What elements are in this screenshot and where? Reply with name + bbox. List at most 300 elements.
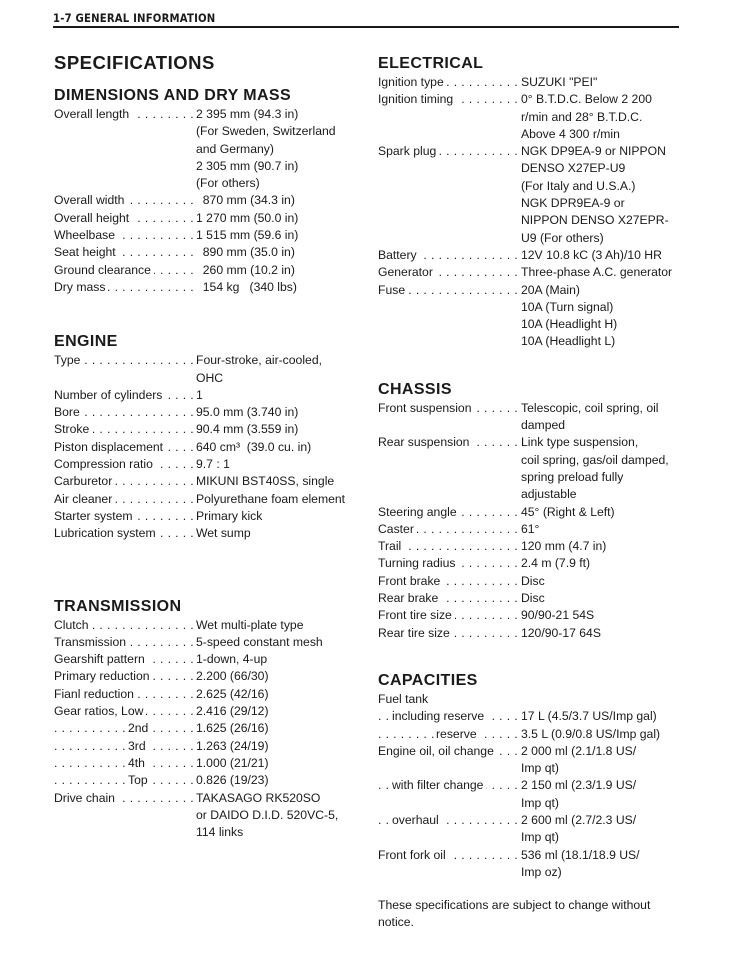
spec-label — [378, 847, 521, 864]
spec-value: 2 305 mm (90.7 in) — [196, 158, 299, 173]
spec-label — [54, 244, 196, 261]
spec-row — [54, 491, 369, 508]
spec-label — [54, 525, 196, 542]
spec-row — [54, 686, 369, 703]
spec-label-text: Lubrication system — [54, 526, 159, 540]
spec-label-text: Fuel tank — [378, 692, 431, 706]
section-title: 1-7 GENERAL INFORMATION — [53, 11, 216, 25]
spec-label — [54, 686, 196, 703]
spec-row — [378, 230, 698, 247]
spec-label — [378, 282, 521, 299]
spec-value: (For others) — [196, 176, 260, 191]
spec-label-text: Overall width — [54, 193, 127, 207]
spec-row — [54, 634, 369, 651]
spec-label — [378, 486, 521, 503]
spec-label — [54, 703, 196, 720]
spec-row — [378, 573, 698, 590]
spec-label — [54, 491, 196, 508]
spec-value: Imp oz) — [521, 864, 562, 879]
spec-label-text — [54, 124, 57, 138]
spec-label-text: Rear tire size — [378, 626, 453, 640]
spec-value: 2.416 (29/12) — [196, 704, 269, 719]
spec-value: Polyurethane foam element — [196, 491, 346, 506]
spec-label — [378, 812, 521, 829]
spec-label-text: Caster — [378, 522, 417, 536]
spec-value: Telescopic, coil spring, oil — [521, 400, 659, 415]
transmission-table — [54, 617, 369, 842]
spec-row — [54, 244, 369, 261]
spec-label — [378, 726, 521, 743]
spec-row — [54, 772, 369, 789]
spec-value: adjustable — [521, 487, 577, 502]
spec-row — [378, 178, 698, 195]
spec-value: 2.4 m (7.9 ft) — [521, 556, 591, 571]
spec-label — [54, 473, 196, 490]
spec-label — [54, 123, 196, 140]
spec-value: (For Sweden, Switzerland — [196, 124, 336, 139]
spec-label-text: Gearshift pattern — [54, 652, 148, 666]
spec-label-text — [378, 470, 381, 484]
spec-row — [378, 160, 698, 177]
spec-label-text: Transmission — [54, 635, 129, 649]
spec-value: 2 150 ml (2.3/1.9 US/ — [521, 778, 637, 793]
spec-row — [378, 504, 698, 521]
spec-value: 12V 10.8 kC (3 Ah)/10 HR — [521, 247, 662, 262]
spec-label-text — [54, 825, 57, 839]
spec-value: 45° (Right & Left) — [521, 504, 615, 519]
spec-label-text — [378, 334, 381, 348]
spec-label-text — [378, 179, 381, 193]
spec-value: OHC — [196, 370, 224, 385]
spec-value: Disc — [521, 591, 545, 606]
spec-label — [54, 668, 196, 685]
spec-value: Primary kick — [196, 508, 263, 523]
spec-row — [54, 421, 369, 438]
spec-label-text — [54, 142, 57, 156]
spec-value: 120 mm (4.7 in) — [521, 539, 607, 554]
spec-label — [378, 795, 521, 812]
spec-label — [378, 555, 521, 572]
spec-row — [378, 109, 698, 126]
spec-row — [54, 807, 369, 824]
spec-label-text — [378, 196, 381, 210]
spec-value: 20A (Main) — [521, 282, 580, 297]
spec-label — [54, 175, 196, 192]
spec-label — [378, 247, 521, 264]
spec-value: or DAIDO D.I.D. 520VC-5, — [196, 807, 339, 822]
spec-value: Disc — [521, 573, 545, 588]
spec-value: coil spring, gas/oil damped, — [521, 452, 669, 467]
spec-value: Link type suspension, — [521, 435, 639, 450]
spec-label — [378, 91, 521, 108]
spec-value: Three-phase A.C. generator — [521, 265, 673, 280]
spec-label-text — [378, 161, 381, 175]
spec-label — [54, 755, 196, 772]
engine-heading: ENGINE — [54, 333, 118, 351]
spec-row — [54, 473, 369, 490]
spec-label — [54, 192, 196, 209]
spec-value: NGK DPR9EA-9 or — [521, 196, 625, 211]
spec-label-text: Compression ratio — [54, 457, 156, 471]
spec-label-text: Fuse — [378, 283, 408, 297]
spec-value: 890 mm (35.0 in) — [196, 245, 295, 260]
spec-value: 2 395 mm (94.3 in) — [196, 107, 299, 121]
spec-label — [378, 573, 521, 590]
spec-row — [378, 864, 698, 881]
spec-value: 10A (Headlight H) — [521, 317, 618, 332]
spec-row — [54, 824, 369, 841]
spec-label — [54, 421, 196, 438]
spec-label — [378, 299, 521, 316]
spec-label-text: Steering angle — [378, 505, 460, 519]
spec-label — [378, 864, 521, 881]
capacities-heading: CAPACITIES — [378, 671, 478, 689]
spec-row — [54, 668, 369, 685]
spec-row — [378, 195, 698, 212]
spec-label-text: Bore — [54, 405, 83, 419]
spec-row — [54, 508, 369, 525]
spec-value: 10A (Turn signal) — [521, 299, 614, 314]
spec-label-text: Generator — [378, 265, 436, 279]
spec-label — [378, 691, 521, 708]
spec-label — [378, 829, 521, 846]
spec-label-text — [54, 808, 57, 822]
spec-row — [378, 760, 698, 777]
spec-label-text: Primary reduction — [54, 669, 153, 683]
spec-label — [378, 777, 521, 794]
spec-value: 2 000 ml (2.1/1.8 US/ — [521, 743, 637, 758]
spec-row — [378, 625, 698, 642]
spec-label-text: Air cleaner — [54, 492, 115, 506]
dimensions-heading: DIMENSIONS AND DRY MASS — [54, 87, 292, 104]
spec-label-text: Front suspension — [378, 401, 475, 415]
spec-row — [378, 299, 698, 316]
spec-label-text: Ignition timing — [378, 92, 456, 106]
spec-label-text — [378, 418, 381, 432]
spec-label — [54, 210, 196, 227]
spec-label — [54, 387, 196, 404]
spec-value: 17 L (4.5/3.7 US/Imp gal) — [521, 709, 657, 724]
spec-row — [378, 417, 698, 434]
spec-label-text: including reserve — [392, 709, 487, 723]
spec-row — [378, 452, 698, 469]
spec-label-text: Carburetor — [54, 474, 115, 488]
spec-label — [54, 824, 196, 841]
spec-label — [378, 538, 521, 555]
spec-row — [378, 538, 698, 555]
spec-label — [378, 74, 521, 91]
spec-label-text — [378, 300, 381, 314]
spec-label-text: 2nd — [128, 721, 151, 735]
spec-label-text: Gear ratios, Low — [54, 704, 146, 718]
spec-value: DENSO X27EP-U9 — [521, 161, 626, 176]
spec-label — [378, 126, 521, 143]
engine-table — [54, 352, 369, 542]
spec-label — [54, 262, 196, 279]
right-column — [378, 54, 698, 932]
spec-label-text: Piston displacement — [54, 440, 166, 454]
spec-value: 1 515 mm (59.6 in) — [196, 228, 299, 243]
spec-label-text: Type — [54, 353, 83, 367]
chassis-table — [378, 400, 698, 642]
spec-label — [378, 109, 521, 126]
spec-value: 1.000 (21/21) — [196, 755, 269, 770]
spec-label-text: 3rd — [128, 739, 149, 753]
spec-label — [54, 279, 196, 296]
spec-label — [54, 807, 196, 824]
spec-row — [54, 158, 369, 175]
spec-label — [54, 439, 196, 456]
spec-value: 536 ml (18.1/18.9 US/ — [521, 847, 640, 862]
spec-row — [378, 400, 698, 417]
spec-row — [54, 262, 369, 279]
spec-label-text: Front tire size — [378, 608, 455, 622]
dimensions-table — [54, 106, 369, 296]
spec-row — [378, 795, 698, 812]
spec-label-text — [378, 213, 381, 227]
spec-row — [378, 316, 698, 333]
spec-row — [378, 691, 698, 708]
spec-label — [378, 504, 521, 521]
spec-row — [54, 439, 369, 456]
spec-label — [54, 158, 196, 175]
spec-row — [378, 812, 698, 829]
spec-label — [378, 452, 521, 469]
spec-row — [378, 607, 698, 624]
spec-label-text: with filter change — [392, 778, 486, 792]
spec-label — [54, 456, 196, 473]
spec-value — [521, 691, 698, 708]
spec-label — [54, 790, 196, 807]
spec-row — [54, 456, 369, 473]
spec-value: 90/90-21 54S — [521, 608, 595, 623]
spec-label — [378, 434, 521, 451]
spec-label — [378, 264, 521, 281]
spec-row — [54, 227, 369, 244]
spec-value: 1.263 (24/19) — [196, 738, 269, 753]
spec-label — [378, 400, 521, 417]
spec-label — [54, 404, 196, 421]
spec-label-text — [378, 127, 381, 141]
spec-label-text — [378, 317, 381, 331]
spec-label-text: Overall height — [54, 211, 132, 225]
spec-row — [378, 743, 698, 760]
spec-label — [54, 772, 196, 789]
chassis-heading: CHASSIS — [378, 380, 452, 398]
spec-row — [54, 703, 369, 720]
spec-label — [378, 417, 521, 434]
spec-row — [54, 755, 369, 772]
spec-row — [54, 720, 369, 737]
spec-label-text: Rear brake — [378, 591, 441, 605]
spec-label-text: Starter system — [54, 509, 136, 523]
spec-label-text: Clutch — [54, 618, 92, 632]
left-column — [54, 52, 369, 841]
spec-value: MIKUNI BST40SS, single — [196, 474, 335, 489]
spec-label-text — [378, 231, 381, 245]
spec-label-text: Turning radius — [378, 556, 458, 570]
spec-label-text — [378, 453, 381, 467]
spec-label — [378, 469, 521, 486]
spec-row — [54, 387, 369, 404]
spec-value: 0° B.T.D.C. Below 2 200 — [521, 92, 652, 107]
spec-value: 2 600 ml (2.7/2.3 US/ — [521, 812, 637, 827]
spec-value: 2.200 (66/30) — [196, 669, 269, 684]
spec-value: NGK DP9EA-9 or NIPPON — [521, 144, 666, 159]
spec-value: 1.625 (26/16) — [196, 721, 269, 736]
spec-label — [378, 178, 521, 195]
spec-label — [378, 607, 521, 624]
spec-label-text: Front fork oil — [378, 848, 449, 862]
spec-value: NIPPON DENSO X27EPR- — [521, 213, 669, 228]
spec-row — [378, 708, 698, 725]
spec-label-text — [378, 110, 381, 124]
spec-row — [378, 847, 698, 864]
spec-row — [378, 264, 698, 281]
spec-label — [54, 720, 196, 737]
spec-label — [378, 521, 521, 538]
spec-row — [378, 126, 698, 143]
capacities-table — [378, 691, 698, 881]
spec-value: TAKASAGO RK520SO — [196, 790, 321, 805]
spec-row — [378, 590, 698, 607]
spec-value: Wet sump — [196, 526, 251, 541]
spec-label — [54, 106, 196, 123]
spec-value: 61° — [521, 521, 540, 536]
spec-value: 870 mm (34.3 in) — [196, 193, 295, 208]
spec-value: Wet multi-plate type — [196, 617, 304, 632]
spec-label-text: Ignition type — [378, 75, 447, 89]
spec-value: Four-stroke, air-cooled, — [196, 353, 322, 368]
spec-label — [378, 760, 521, 777]
spec-row — [378, 521, 698, 538]
spec-label — [378, 230, 521, 247]
spec-label-text — [378, 761, 381, 775]
spec-row — [378, 777, 698, 794]
spec-value: damped — [521, 418, 566, 433]
spec-row — [378, 555, 698, 572]
spec-row — [378, 282, 698, 299]
spec-row — [54, 651, 369, 668]
spec-label-text: Overall length — [54, 107, 132, 121]
spec-value: Above 4 300 r/min — [521, 126, 620, 141]
spec-label-text: Top — [128, 773, 151, 787]
spec-row — [54, 790, 369, 807]
spec-label — [54, 634, 196, 651]
spec-label-text: Rear suspension — [378, 435, 472, 449]
spec-value: SUZUKI "PEI" — [521, 75, 598, 89]
spec-row — [378, 143, 698, 160]
spec-label-text: Stroke — [54, 422, 92, 436]
spec-label — [378, 195, 521, 212]
electrical-heading: ELECTRICAL — [378, 55, 484, 72]
spec-label-text: Spark plug — [378, 144, 439, 158]
spec-label-text: Trail — [378, 539, 404, 553]
spec-row — [378, 333, 698, 350]
spec-label — [378, 590, 521, 607]
spec-label — [378, 708, 521, 725]
spec-row — [54, 404, 369, 421]
spec-value: Imp qt) — [521, 795, 559, 810]
page-title: SPECIFICATIONS — [54, 52, 215, 73]
spec-row — [378, 212, 698, 229]
spec-value: spring preload fully — [521, 469, 624, 484]
spec-row — [378, 829, 698, 846]
spec-label — [54, 352, 196, 369]
spec-label-text — [54, 371, 57, 385]
spec-label — [54, 227, 196, 244]
spec-label — [378, 333, 521, 350]
spec-label-text: Front brake — [378, 574, 443, 588]
spec-value: 10A (Headlight L) — [521, 334, 616, 349]
spec-label-text: overhaul — [392, 813, 442, 827]
spec-value: 5-speed constant mesh — [196, 634, 323, 649]
spec-label-text: reserve — [436, 727, 480, 741]
spec-value: 260 mm (10.2 in) — [196, 262, 295, 277]
spec-value: 120/90-17 64S — [521, 625, 601, 640]
spec-value: 640 cm³ (39.0 cu. in) — [196, 439, 312, 454]
spec-value: Imp qt) — [521, 830, 559, 845]
spec-value: 3.5 L (0.9/0.8 US/Imp gal) — [521, 726, 661, 741]
spec-value: 95.0 mm (3.740 in) — [196, 405, 299, 420]
spec-label — [54, 738, 196, 755]
spec-row — [378, 247, 698, 264]
spec-label-text — [378, 865, 381, 879]
spec-row — [54, 123, 369, 140]
spec-label-text — [54, 159, 57, 173]
spec-value: 0.826 (19/23) — [196, 773, 269, 788]
spec-label — [378, 143, 521, 160]
spec-value: 114 links — [196, 825, 244, 840]
spec-label-text — [378, 487, 381, 501]
spec-label-text: 4th — [128, 756, 148, 770]
spec-row — [54, 525, 369, 542]
spec-label — [54, 141, 196, 158]
spec-row — [54, 106, 369, 123]
transmission-heading: TRANSMISSION — [54, 597, 182, 615]
spec-value: 90.4 mm (3.559 in) — [196, 422, 299, 437]
spec-row — [378, 91, 698, 108]
spec-row — [54, 738, 369, 755]
spec-row — [378, 434, 698, 451]
spec-label-text: Dry mass — [54, 280, 108, 294]
spec-value: 1 — [196, 387, 203, 402]
spec-value: 1-down, 4-up — [196, 652, 268, 667]
spec-label — [54, 617, 196, 634]
electrical-table — [378, 74, 698, 351]
spec-label-text: Battery — [378, 248, 420, 262]
spec-label-text: Drive chain — [54, 791, 118, 805]
spec-value: Imp qt) — [521, 761, 559, 776]
spec-label — [378, 316, 521, 333]
spec-label-text: Engine oil, oil change — [378, 744, 497, 758]
spec-label-text: Fianl reduction — [54, 687, 137, 701]
spec-label-text — [378, 796, 381, 810]
spec-row — [378, 726, 698, 743]
spec-row — [54, 210, 369, 227]
spec-label — [54, 508, 196, 525]
spec-label — [378, 743, 521, 760]
spec-value: and Germany) — [196, 141, 274, 156]
spec-label-text: Ground clearance — [54, 263, 154, 277]
spec-value: r/min and 28° B.T.D.C. — [521, 109, 643, 124]
spec-value: 1 270 mm (50.0 in) — [196, 210, 299, 225]
spec-label-text — [54, 176, 57, 190]
spec-row — [378, 74, 698, 91]
spec-row — [54, 352, 369, 369]
spec-label-text: Seat height — [54, 245, 119, 259]
spec-row — [54, 617, 369, 634]
